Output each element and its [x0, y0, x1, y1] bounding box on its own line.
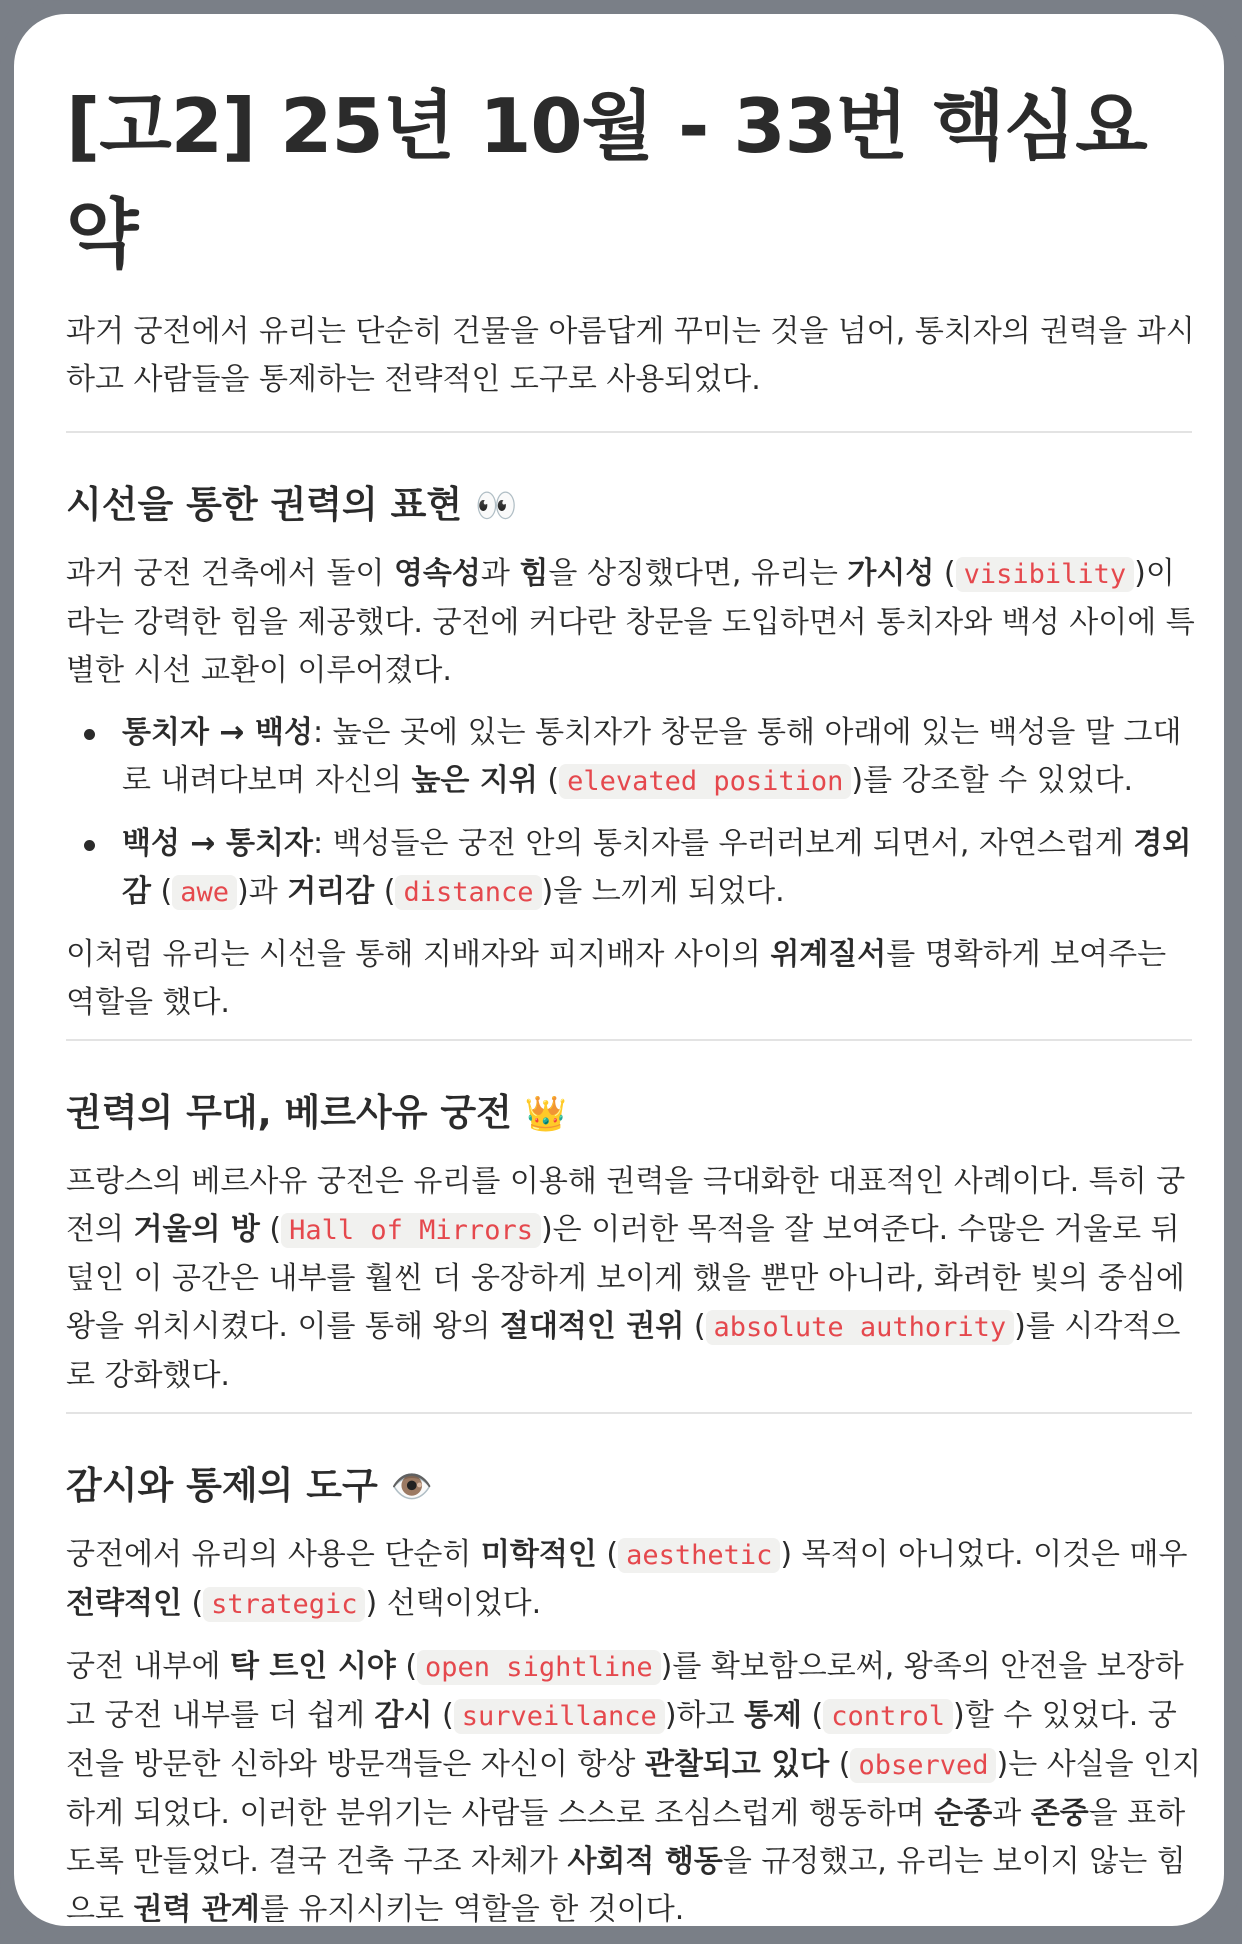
bold-term: 통치자 → 백성	[122, 715, 313, 750]
text-run: 를 유지시키는 역할을 한 것이다.	[259, 1892, 685, 1926]
bold-term: 힘	[519, 556, 549, 591]
inline-code-term: observed	[850, 1748, 996, 1783]
bold-term: 거리감	[287, 874, 375, 909]
text-run: 을 표하도록 만들었다. 결국 건축 구조 자체가	[66, 1796, 1186, 1879]
section-heading-surveillance	[66, 1458, 1202, 1515]
text-run: 과	[992, 1796, 1031, 1831]
document-content	[66, 14, 1202, 1926]
text-run: (	[684, 1309, 706, 1344]
text-run: 를 명확하게 보여주는 역할을 했다.	[66, 937, 1167, 1020]
text-run: (	[395, 1649, 418, 1684]
section-heading-versailles	[66, 1085, 1202, 1142]
document-page[interactable]	[14, 14, 1224, 1926]
inline-code-term: aesthetic	[618, 1538, 780, 1573]
bold-term: 전략적인	[66, 1586, 182, 1621]
text-run: )할 수 있었다. 궁전을 방문한 신하와 방문객들은 자신이 항상	[66, 1698, 1177, 1782]
inline-code-term: awe	[172, 875, 237, 910]
inline-code-term: strategic	[203, 1587, 365, 1622]
text-run: (	[596, 1537, 619, 1572]
text-run: )를 시각적으로 강화했다.	[66, 1309, 1181, 1393]
bold-term: 거울의 방	[133, 1212, 260, 1247]
intro-paragraph: 과거 궁전에서 유리는 단순히 건물을 아름답게 꾸미는 것을 넘어, 통치자의 권력을 과시하고 사람들을 통제하는 전략적인 도구로 사용되었다.	[66, 314, 1195, 397]
text-run: : 높은 곳에 있는 통치자가 창문을 통해 아래에 있는 백성을 말 그대로 내려다보며 자신의	[122, 715, 1182, 798]
text-run: 궁전에서 유리의 사용은 단순히	[66, 1537, 481, 1572]
inline-code-term: control	[823, 1699, 953, 1734]
text-run: )은 이러한 목적을 잘 보여준다. 수많은 거울로 뒤덮인 이 공간은 내부를 훨씬 더 웅장하게 보이게 했을 뿐만 아니라, 화려한 빛의 중심에 왕을 위치시켰다. 이를 통해 왕의	[66, 1212, 1185, 1344]
divider	[66, 1039, 1192, 1041]
text-run: )을 느끼게 되었다.	[541, 874, 785, 909]
inline-code-term: open sightline	[417, 1650, 661, 1685]
text-run: 이처럼 유리는 시선을 통해 지배자와 피지배자 사이의	[66, 937, 771, 972]
bold-term: 존중	[1030, 1796, 1089, 1831]
section-heading-text: 권력의 무대, 베르사유 궁전	[66, 1091, 512, 1134]
bold-term: 절대적인 권위	[499, 1309, 685, 1344]
text-run: : 백성들은 궁전 안의 통치자를 우러러보게 되면서, 자연스럽게	[312, 826, 1134, 861]
section-heading-gaze	[66, 477, 1202, 534]
text-run: )하고	[664, 1698, 745, 1733]
bold-term: 미학적인	[480, 1537, 597, 1572]
text-run: )를 강조할 수 있었다.	[851, 763, 1134, 798]
divider	[66, 1412, 1192, 1414]
bold-term: 순종	[934, 1796, 993, 1831]
text-run: 을 규정했고, 유리는 보이지 않는 힘으로	[66, 1844, 1186, 1926]
bullet-dot-icon	[84, 729, 95, 740]
bold-term: 관찰되고 있다	[644, 1747, 830, 1782]
inline-code-term: distance	[395, 875, 541, 910]
text-run: (	[829, 1747, 851, 1782]
inline-code-term: absolute authority	[706, 1310, 1015, 1345]
text-run: (	[934, 556, 956, 591]
bold-term: 탁 트인 시야	[229, 1649, 396, 1684]
gaze-paragraph	[66, 550, 1202, 695]
text-run: (	[259, 1212, 282, 1247]
bold-term: 권력 관계	[133, 1892, 260, 1926]
bold-term: 통제	[744, 1698, 802, 1733]
text-run: 궁전 내부에	[66, 1649, 230, 1684]
bullet-list	[66, 709, 1202, 917]
text-run: (	[537, 763, 560, 798]
text-run: (	[150, 874, 173, 909]
eye-emoji-icon: 👁️	[390, 1467, 433, 1507]
list-item	[66, 820, 1202, 917]
bullet-dot-icon	[84, 840, 95, 851]
inline-code-term: Hall of Mirrors	[281, 1213, 541, 1248]
text-run: )를 확보함으로써, 왕족의 안전을 보장하고 궁전 내부를 더 쉽게	[66, 1649, 1184, 1733]
page-title: [고2] 25년 10월 - 33번 핵심요약	[66, 82, 1147, 278]
text-run: )과	[237, 874, 288, 909]
text-run: 을 상징했다면, 유리는	[548, 556, 848, 591]
section-heading-text: 시선을 통한 권력의 표현	[66, 483, 463, 526]
text-run: )이라는 강력한 힘을 제공했다. 궁전에 커다란 창문을 도입하면서 통치자와 백성 사이에 특별한 시선 교환이 이루어졌다.	[66, 556, 1195, 688]
text-run: (	[181, 1586, 204, 1621]
crown-emoji-icon: 👑	[524, 1094, 568, 1134]
text-run: 프랑스의 베르사유 궁전은 유리를 이용해 권력을 극대화한 대표적인 사례이다. 특히 궁전의	[66, 1164, 1186, 1247]
sightline-paragraph	[66, 1643, 1202, 1926]
aesthetic-paragraph	[66, 1531, 1202, 1629]
bold-term: 높은 지위	[411, 763, 538, 798]
text-run: (	[432, 1698, 454, 1733]
text-run: 과거 궁전 건축에서 돌이	[66, 556, 394, 591]
text-run: (	[801, 1698, 824, 1733]
section-heading-text: 감시와 통제의 도구	[66, 1464, 378, 1507]
bold-term: 감시	[374, 1698, 433, 1733]
text-run: )는 사실을 인지하게 되었다. 이러한 분위기는 사람들 스스로 조심스럽게 행동하며	[66, 1747, 1202, 1831]
bold-term: 사회적 행동	[567, 1844, 723, 1879]
bold-term: 경외감	[122, 826, 1192, 909]
list-item	[66, 709, 1202, 806]
text-run: ) 목적이 아니었다. 이것은 매우	[780, 1537, 1188, 1572]
inline-code-term: visibility	[956, 557, 1135, 592]
hierarchy-paragraph	[66, 931, 1202, 1027]
bold-term: 백성 → 통치자	[122, 826, 313, 861]
text-run: 과	[480, 556, 520, 591]
bold-term: 가시성	[847, 556, 935, 591]
inline-code-term: surveillance	[454, 1699, 665, 1734]
text-run: ) 선택이었다.	[365, 1586, 542, 1621]
eyes-emoji-icon: 👀	[474, 486, 518, 526]
text-run: (	[374, 874, 396, 909]
bold-term: 영속성	[393, 556, 481, 591]
versailles-paragraph	[66, 1158, 1202, 1400]
divider	[66, 431, 1192, 433]
inline-code-term: elevated position	[559, 764, 851, 799]
bold-term: 위계질서	[770, 937, 887, 972]
